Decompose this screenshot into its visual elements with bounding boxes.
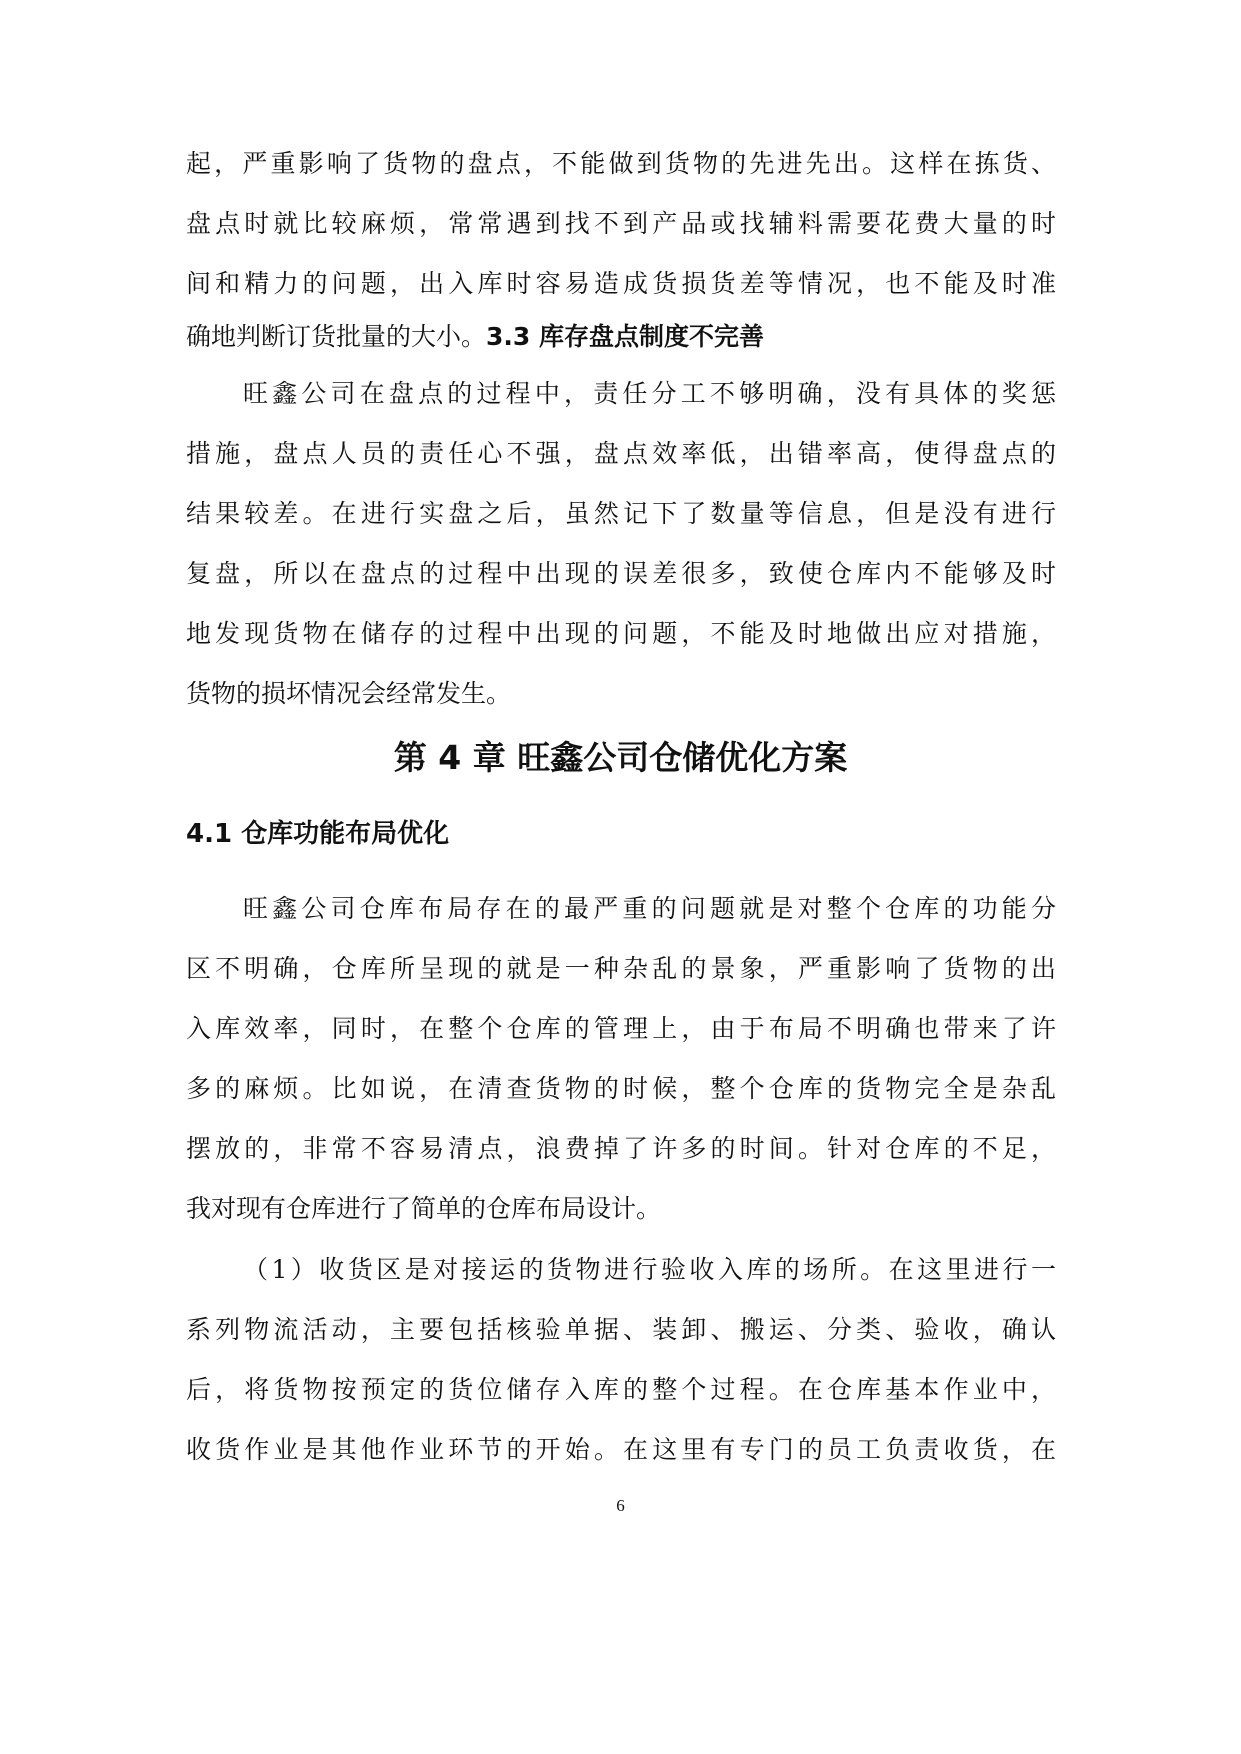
body-text-line: 入库效率，同时，在整个仓库的管理上，由于布局不明确也带来了许 (186, 1014, 1056, 1043)
body-text-line: 结果较差。在进行实盘之后，虽然记下了数量等信息，但是没有进行 (186, 499, 1056, 528)
body-text-line: 收货作业是其他作业环节的开始。在这里有专门的员工负责收货，在 (186, 1435, 1056, 1464)
body-text-line: 措施，盘点人员的责任心不强，盘点效率低，出错率高，使得盘点的 (186, 439, 1056, 468)
body-text-line-with-heading (186, 320, 1056, 354)
body-text-line: 旺鑫公司在盘点的过程中，责任分工不够明确，没有具体的奖惩 (243, 379, 1056, 408)
body-text-line: 复盘，所以在盘点的过程中出现的误差很多，致使仓库内不能够及时 (186, 559, 1056, 588)
section-heading-3-3: 3.3 库存盘点制度不完善 (486, 322, 765, 351)
body-text-line: 系列物流活动，主要包括核验单据、装卸、搬运、分类、验收，确认 (186, 1315, 1056, 1344)
body-text-line: 我对现有仓库进行了简单的仓库布局设计。 (186, 1194, 662, 1223)
section-title: 4.1 仓库功能布局优化 (186, 819, 450, 849)
body-text-line: 盘点时就比较麻烦，常常遇到找不到产品或找辅料需要花费大量的时 (186, 209, 1056, 238)
body-text-line: 地发现货物在储存的过程中出现的问题，不能及时地做出应对措施， (186, 619, 1056, 648)
body-text-line: 旺鑫公司仓库布局存在的最严重的问题就是对整个仓库的功能分 (243, 894, 1056, 923)
page-number: 6 (616, 1496, 625, 1515)
body-text-line: 起，严重影响了货物的盘点，不能做到货物的先进先出。这样在拣货、 (186, 149, 1056, 178)
body-text-line: 多的麻烦。比如说，在清查货物的时候，整个仓库的货物完全是杂乱 (186, 1074, 1056, 1103)
body-text-line: 后，将货物按预定的货位储存入库的整个过程。在仓库基本作业中， (186, 1375, 1056, 1404)
body-text-line: （1）收货区是对接运的货物进行验收入库的场所。在这里进行一 (243, 1255, 1056, 1284)
body-text-line: 货物的损坏情况会经常发生。 (186, 679, 512, 708)
body-text-line: 区不明确，仓库所呈现的就是一种杂乱的景象，严重影响了货物的出 (186, 954, 1056, 983)
body-text-line: 摆放的，非常不容易清点，浪费掉了许多的时间。针对仓库的不足， (186, 1134, 1056, 1163)
chapter-title: 第 4 章 旺鑫公司仓储优化方案 (393, 738, 848, 777)
body-text: 确地判断订货批量的大小。 (186, 322, 487, 351)
body-text-line: 间和精力的问题，出入库时容易造成货损货差等情况，也不能及时准 (186, 269, 1056, 298)
